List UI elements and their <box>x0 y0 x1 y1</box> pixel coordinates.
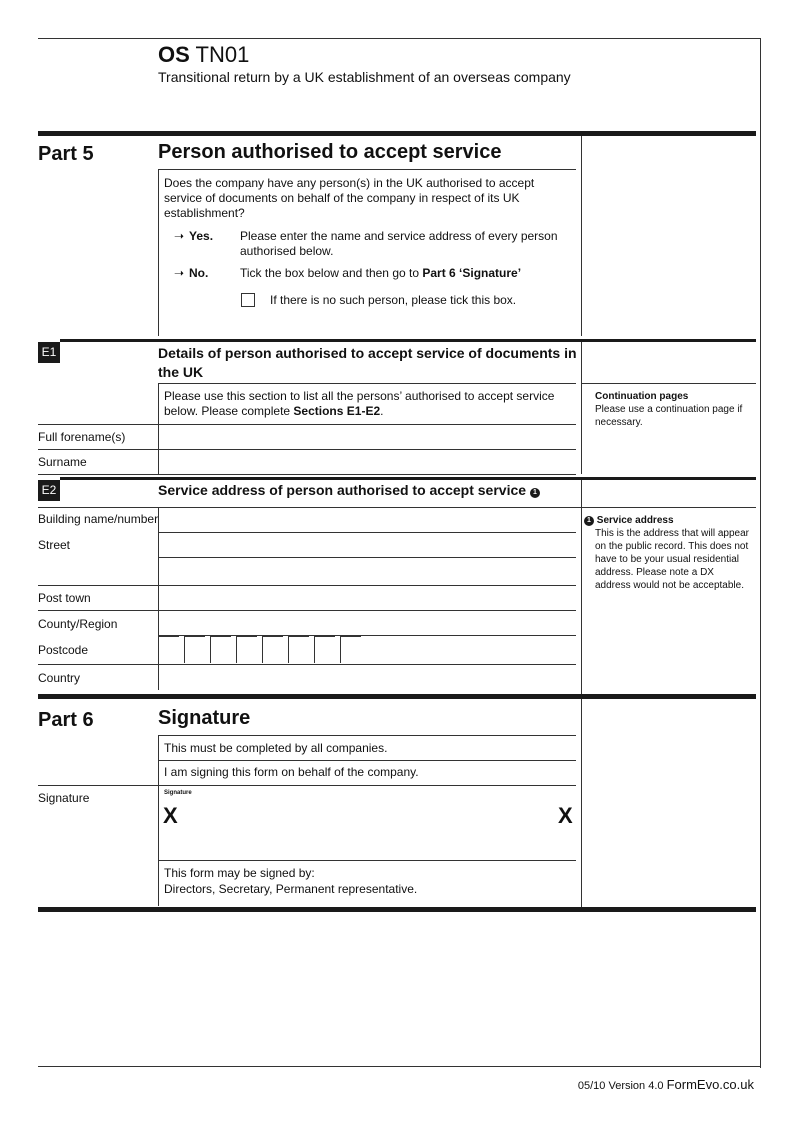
signature-x-right: X <box>558 803 573 828</box>
postcode-label: Postcode <box>38 643 89 657</box>
e2-title <box>158 481 540 500</box>
postcode-char-box[interactable] <box>314 636 339 663</box>
e2-badge: E2 <box>38 480 60 501</box>
part5-side-divider <box>581 136 582 336</box>
forename-label: Full forename(s) <box>38 430 126 444</box>
signature-field[interactable] <box>159 786 575 860</box>
forename-field[interactable] <box>159 425 575 449</box>
postcode-char-box[interactable] <box>288 636 313 663</box>
e1-instruction-end: . <box>380 404 384 418</box>
yes-label: Yes. <box>189 229 214 243</box>
e2-side-divider <box>581 480 582 694</box>
no-text <box>240 266 521 281</box>
service-address-title-text: Service address <box>596 515 674 526</box>
footer <box>578 1077 754 1092</box>
continuation-title: Continuation pages <box>595 391 689 402</box>
post-town-field[interactable] <box>159 586 575 610</box>
part6-bottom-bar <box>38 907 756 912</box>
yes-text: Please enter the name and service address of every person authorised below. <box>240 229 558 258</box>
no-text-plain: Tick the box below and then go to <box>240 266 423 280</box>
street-label: Street <box>38 538 71 552</box>
surname-label: Surname <box>38 455 87 469</box>
e1-top-bar <box>60 339 756 342</box>
signature-label: Signature <box>38 791 90 805</box>
street-field-2[interactable] <box>159 558 575 584</box>
form-code-bold: OS <box>158 42 190 67</box>
page-top-rule <box>38 38 761 39</box>
no-person-checkbox[interactable] <box>241 293 255 307</box>
signed-by-line2: Directors, Secretary, Permanent representative. <box>164 882 418 896</box>
page-bottom-rule <box>38 1066 761 1067</box>
e1-title: Details of person authorised to accept service of documents in the UK <box>158 345 577 380</box>
e1-title-rule <box>158 383 576 384</box>
part6-top-bar <box>38 694 756 699</box>
arrow-icon: ➝ <box>174 266 185 280</box>
must-rule <box>158 760 576 761</box>
postcode-char-box[interactable] <box>340 636 365 663</box>
part5-box-left <box>158 170 159 336</box>
building-label: Building name/number <box>38 512 159 526</box>
part5-title: Person authorised to accept service <box>158 141 502 163</box>
footer-brand: FormEvo.co.uk <box>666 1077 754 1092</box>
postcode-char-box[interactable] <box>262 636 287 663</box>
part6-title-rule <box>158 735 576 736</box>
no-arrow <box>174 266 184 281</box>
form-code <box>158 42 249 68</box>
info-icon: 1 <box>584 516 594 526</box>
arrow-icon: ➝ <box>174 229 185 243</box>
part6-label: Part 6 <box>38 709 94 731</box>
part5-title-rule <box>158 169 576 170</box>
part6-side-divider <box>581 699 582 907</box>
page-right-rule <box>760 38 761 1068</box>
post-town-label: Post town <box>38 591 91 605</box>
form-code-number: TN01 <box>195 42 250 67</box>
e1-side-divider <box>581 342 582 474</box>
e1-instruction-plain: Please use this section to list all the persons’ authorised to accept service below. Please complete <box>164 389 555 418</box>
no-label: No. <box>189 266 209 280</box>
part5-label: Part 5 <box>38 143 94 165</box>
part6-title: Signature <box>158 707 251 729</box>
building-field[interactable] <box>159 508 575 532</box>
postcode-char-box[interactable] <box>184 636 209 663</box>
signature-x-left: X <box>163 803 178 828</box>
e2-top-bar <box>60 477 756 480</box>
service-address-title <box>584 514 674 527</box>
yes-arrow <box>174 229 184 244</box>
service-address-text: This is the address that will appear on the public record. This does not have to be your usual residential address. Please note a DX address would not be acceptable. <box>595 528 749 591</box>
county-label: County/Region <box>38 617 118 631</box>
surname-field[interactable] <box>159 450 575 474</box>
e1-instruction <box>164 389 576 419</box>
e1-instruction-bold: Sections E1-E2 <box>293 404 381 418</box>
no-text-bold: Part 6 ‘Signature’ <box>422 266 522 280</box>
postcode-char-box[interactable] <box>236 636 261 663</box>
part5-top-bar <box>38 131 756 136</box>
surname-bottom-rule <box>38 474 576 475</box>
signed-by-line1: This form may be signed by: <box>164 866 315 880</box>
info-icon: 1 <box>530 488 540 498</box>
postcode-char-box[interactable] <box>158 636 183 663</box>
form-title: Transitional return by a UK establishment of an overseas company <box>158 69 571 85</box>
must-complete-text: This must be completed by all companies. <box>164 741 388 755</box>
street-field-1[interactable] <box>159 533 575 557</box>
e1-side-rule <box>581 383 756 384</box>
country-label: Country <box>38 671 81 685</box>
country-field[interactable] <box>159 665 575 690</box>
e2-title-text: Service address of person authorised to accept service <box>158 482 527 498</box>
checkbox-label: If there is no such person, please tick this box. <box>270 293 517 307</box>
part5-question: Does the company have any person(s) in the UK authorised to accept service of documents on behalf of the company in respect of its UK establishment? <box>164 176 535 220</box>
e1-badge: E1 <box>38 342 60 363</box>
postcode-char-box[interactable] <box>210 636 235 663</box>
footer-version: 05/10 Version 4.0 <box>577 1080 664 1092</box>
county-field[interactable] <box>159 611 575 635</box>
signature-rule <box>158 860 576 861</box>
signature-box-label: Signature <box>164 790 192 796</box>
signing-text: I am signing this form on behalf of the company. <box>164 765 419 779</box>
continuation-text: Please use a continuation page if necessary. <box>595 404 743 428</box>
